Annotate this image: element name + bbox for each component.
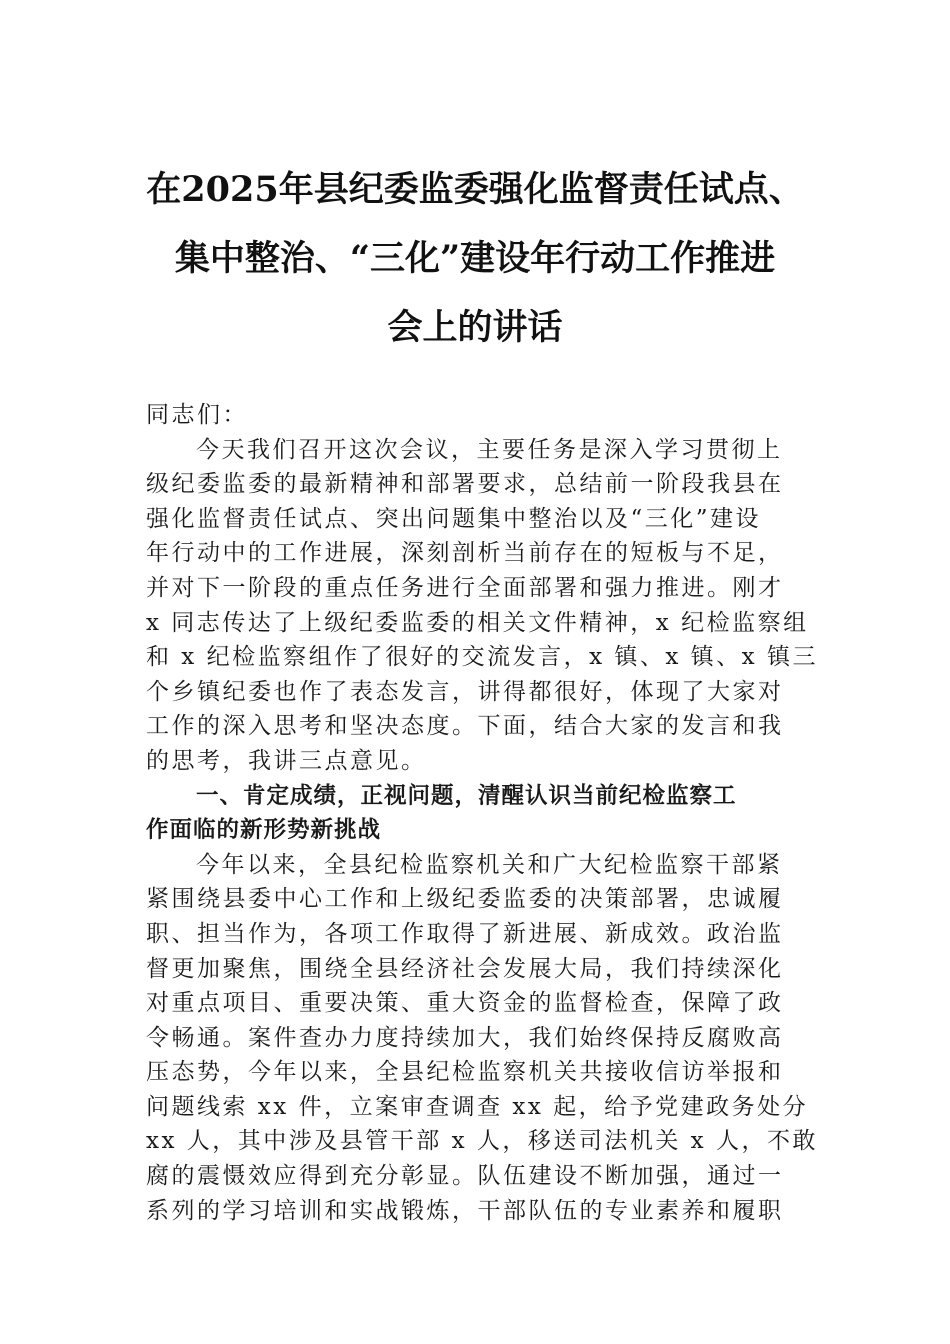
paragraph-line: 压态势，今年以来，全县纪检监察机关共接收信访举报和 [146, 1059, 784, 1086]
paragraph-line: 的思考，我讲三点意见。 [146, 747, 427, 774]
document-title [120, 155, 830, 362]
paragraph-line: 并对下一阶段的重点任务进行全面部署和强力推进。刚才 [146, 574, 784, 601]
paragraph-line: 令畅通。案件查办力度持续加大，我们始终保持反腐败高 [146, 1024, 784, 1051]
paragraph-line: 系列的学习培训和实战锻炼，干部队伍的专业素养和履职 [146, 1197, 784, 1224]
paragraph-line: x 同志传达了上级纪委监委的相关文件精神，x 纪检监察组 [146, 609, 809, 636]
paragraph-line: 今天我们召开这次会议，主要任务是深入学习贯彻上 [196, 436, 783, 463]
paragraph-line: 工作的深入思考和坚决态度。下面，结合大家的发言和我 [146, 713, 784, 740]
paragraph-line: 和 x 纪检监察组作了很好的交流发言，x 镇、x 镇、x 镇三 [146, 644, 818, 671]
title-line: 在2025年县纪委监委强化监督责任试点、 [146, 169, 804, 210]
title-line: 集中整治、“三化”建设年行动工作推进 [174, 238, 776, 279]
paragraph-line: 职、担当作为，各项工作取得了新进展、新成效。政治监 [146, 920, 784, 947]
paragraph-line: 年行动中的工作进展，深刻剖析当前存在的短板与不足， [146, 540, 784, 567]
paragraph-line: 腐的震慑效应得到充分彰显。队伍建设不断加强，通过一 [146, 1163, 784, 1190]
paragraph-achievements [146, 848, 818, 1229]
title-line: 会上的讲话 [387, 307, 563, 348]
paragraph-line: 紧围绕县委中心工作和上级纪委监委的决策部署，忠诚履 [146, 886, 784, 913]
heading-line: 一、肯定成绩，正视问题，清醒认识当前纪检监察工 [196, 782, 737, 809]
paragraph-line: 级纪委监委的最新精神和部署要求，总结前一阶段我县在 [146, 471, 784, 498]
salutation: 同志们： [146, 402, 248, 428]
paragraph-line: 今年以来，全县纪检监察机关和广大纪检监察干部紧 [196, 851, 783, 878]
paragraph-line: 对重点项目、重要决策、重大资金的监督检查，保障了政 [146, 990, 784, 1017]
section-heading-1 [146, 779, 806, 848]
paragraph-line: xx 人，其中涉及县管干部 x 人，移送司法机关 x 人，不敢 [146, 1128, 818, 1155]
paragraph-line: 个乡镇纪委也作了表态发言，讲得都很好，体现了大家对 [146, 678, 784, 705]
paragraph-line: 问题线索 xx 件，立案审查调查 xx 起，给予党建政务处分 [146, 1093, 809, 1120]
paragraph-line: 督更加聚焦，围绕全县经济社会发展大局，我们持续深化 [146, 955, 784, 982]
heading-line: 作面临的新形势新挑战 [146, 817, 382, 844]
document-body [146, 398, 818, 1228]
paragraph-line: 强化监督责任试点、突出问题集中整治以及“三化”建设 [146, 505, 762, 532]
paragraph-intro [146, 433, 818, 779]
